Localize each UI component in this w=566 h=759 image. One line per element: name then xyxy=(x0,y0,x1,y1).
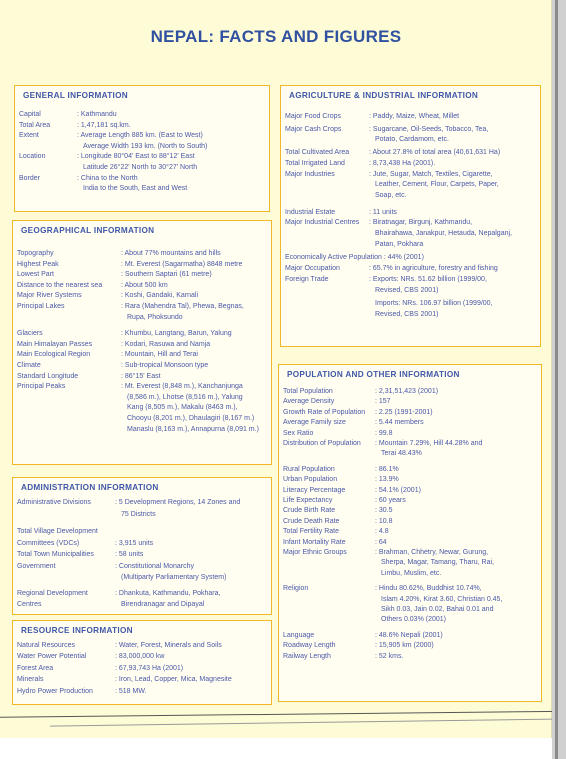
row-label: Total Town Municipalities xyxy=(17,551,94,558)
row-value: : Khumbu, Langtang, Barun, Yalung xyxy=(121,330,232,338)
row-label: Committees (VDCs) xyxy=(17,539,80,547)
row-value: : 11 units xyxy=(369,208,397,216)
row-value: : Exports: NRs. 51.62 billion (1999/00, xyxy=(369,275,487,283)
row-label: Hydro Power Production xyxy=(17,687,93,695)
geographical-information-box xyxy=(12,220,272,465)
row-value: : 2,31,51,423 (2001) xyxy=(375,388,439,395)
row-value: Leather, Cement, Flour, Carpets, Paper, xyxy=(375,181,499,189)
row-value: : Mt. Everest (8,848 m.), Kanchanjunga xyxy=(121,383,243,391)
row-label: Major Ethnic Groups xyxy=(283,549,347,556)
row-label: Main Ecological Region xyxy=(17,351,91,359)
row-value: : Water, Forest, Minerals and Soils xyxy=(115,642,222,649)
row-value: Patan, Pokhara xyxy=(375,240,424,248)
row-value: : Koshi, Gandaki, Karnali xyxy=(121,292,199,300)
row-label: Border xyxy=(19,174,41,182)
row-value: Birendranagar and Dipayal xyxy=(121,601,205,608)
row-value: (Multiparty Parliamentary System) xyxy=(121,574,227,581)
row-label: Major Industrial Centres xyxy=(285,219,360,227)
row-value: : 5 Development Regions, 14 Zones and xyxy=(115,499,241,506)
row-value: : About 77% mountains and hills xyxy=(121,250,221,257)
row-value: Latitude 26°22' North to 30°27' North xyxy=(83,164,198,171)
row-label: Principal Lakes xyxy=(17,303,65,310)
row-value: : About 500 km xyxy=(121,281,168,289)
row-value: Potato, Cardamom, etc. xyxy=(375,136,449,144)
row-label: Major Occupation xyxy=(285,265,340,273)
row-value: : 15,905 km (2000) xyxy=(375,642,434,650)
row-label: Main Himalayan Passes xyxy=(17,340,93,348)
row-label: Major River Systems xyxy=(17,292,82,300)
row-value: : 83,000,000 kw xyxy=(115,653,165,661)
row-value: : 3,915 units xyxy=(115,539,154,547)
agriculture-industrial-heading: AGRICULTURE & INDUSTRIAL INFORMATION xyxy=(289,91,479,100)
row-value: Average Width 193 km. (North to South) xyxy=(83,142,208,150)
row-label: Government xyxy=(17,562,56,570)
row-label: Standard Longitude xyxy=(17,372,79,380)
row-value: Soap, etc. xyxy=(375,191,407,199)
row-value: : 99.8 xyxy=(375,429,393,437)
row-label: Climate xyxy=(17,362,41,369)
row-value: Limbu, Muslim, etc. xyxy=(381,569,442,577)
row-value: : Mt. Everest (Sagarmatha) 8848 metre xyxy=(121,260,243,268)
row-label: Glaciers xyxy=(17,330,43,338)
row-value: : 518 MW. xyxy=(115,687,147,695)
row-label: Total Population xyxy=(283,388,333,395)
row-label: Minerals xyxy=(17,676,44,684)
row-label: Railway Length xyxy=(283,652,331,660)
row-value: India to the South, East and West xyxy=(83,185,188,193)
administration-information-heading: ADMINISTRATION INFORMATION xyxy=(21,483,159,492)
row-value: Rupa, Phoksundo xyxy=(127,313,183,321)
general-information-heading: GENERAL INFORMATION xyxy=(23,91,129,100)
row-value: : About 27.8% of total area (40,61,631 Ha) xyxy=(369,149,501,157)
row-value: Sherpa, Magar, Tamang, Tharu, Rai, xyxy=(381,559,494,567)
row-value: : 1,47,181 sq.km. xyxy=(77,121,131,129)
row-label: Major Food Crops xyxy=(285,113,342,120)
row-label: Major Cash Crops xyxy=(285,125,342,133)
row-value: : 52 kms. xyxy=(375,652,404,660)
row-value: Kang (8,505 m.), Makalu (8463 m.), xyxy=(127,404,238,412)
row-label: Total Area xyxy=(19,121,51,129)
row-value: Islam 4.20%, Kirat 3.60, Christian 0.45, xyxy=(381,595,503,603)
row-value: : Constitutional Monarchy xyxy=(115,562,194,570)
row-value: : 58 units xyxy=(115,551,144,558)
row-label: Life Expectancy xyxy=(283,497,333,504)
row-value: : Hindu 80.62%, Buddhist 10.74%, xyxy=(375,585,482,593)
row-value: : Longitude 80°04' East to 88°12' East xyxy=(77,153,195,161)
row-value: : 157 xyxy=(375,398,391,406)
row-value: : Sugarcane, Oil-Seeds, Tobacco, Tea, xyxy=(369,125,489,133)
row-value: : 30.5 xyxy=(375,507,393,515)
row-label: Growth Rate of Population xyxy=(283,408,366,416)
row-value: : 60 years xyxy=(375,497,406,504)
resource-information-box xyxy=(12,620,272,705)
row-label: Average Family size xyxy=(283,419,346,427)
row-value: (8,586 m.), Lhotse (8,516 m.), Yalung xyxy=(127,393,243,401)
row-label: Centres xyxy=(17,601,42,608)
row-label: Crude Birth Rate xyxy=(283,507,336,515)
row-label: Language xyxy=(283,631,315,639)
row-value: : 13.9% xyxy=(375,476,399,484)
row-label: Economically Active Population : 44% (2001) xyxy=(285,254,424,262)
row-label: Total Village Development xyxy=(17,528,98,535)
row-label: Natural Resources xyxy=(17,642,75,649)
agriculture-industrial-box xyxy=(280,85,541,347)
row-value: : 67,93,743 Ha (2001) xyxy=(115,664,184,672)
geographical-information-heading: GEOGRAPHICAL INFORMATION xyxy=(21,226,155,235)
row-value: : Kodari, Rasuwa and Namja xyxy=(121,340,211,348)
row-label: Regional Development xyxy=(17,589,88,597)
row-value: : 2.25 (1991-2001) xyxy=(375,408,433,416)
row-value: Bhairahawa, Janakpur, Hetauda, Nepalganj, xyxy=(375,230,512,237)
right-margin xyxy=(552,0,566,759)
row-value: : 10.8 xyxy=(375,517,393,525)
row-label: Forest Area xyxy=(17,664,54,672)
row-value: : Brahman, Chhetry, Newar, Gurung, xyxy=(375,549,489,556)
population-other-box xyxy=(278,364,542,702)
row-value: Revised, CBS 2001) xyxy=(375,286,439,294)
row-value: Revised, CBS 2001) xyxy=(375,310,439,318)
row-value: Manaslu (8,163 m.), Annapurna (8,091 m.) xyxy=(127,425,259,433)
row-label: Total Cultivated Area xyxy=(285,149,350,157)
row-value: Imports: NRs. 106.97 billion (1999/00, xyxy=(375,300,493,308)
row-value: Others 0.03% (2001) xyxy=(381,616,446,624)
row-value: : 65.7% in agriculture, forestry and fishing xyxy=(369,265,498,273)
row-label: Distribution of Population xyxy=(283,440,361,447)
row-value: : 8,73,438 Ha (2001). xyxy=(369,159,436,167)
row-label: Roadway Length xyxy=(283,642,336,650)
row-label: Urban Population xyxy=(283,476,338,484)
row-value: : 86°15' East xyxy=(121,372,161,380)
row-value: : Sub-tropical Monsoon type xyxy=(121,362,209,369)
row-value: : Jute, Sugar, Match, Textiles, Cigarette, xyxy=(369,170,493,178)
row-label: Administrative Divisions xyxy=(17,499,91,506)
row-value: : Biratnagar, Birgunj, Kathmandu, xyxy=(369,219,473,227)
administration-information-box xyxy=(12,477,272,615)
row-label: Average Density xyxy=(283,398,335,406)
row-label: Infant Mortality Rate xyxy=(283,538,346,546)
row-value: : 4.8 xyxy=(375,528,389,536)
row-label: Rural Population xyxy=(283,465,335,473)
row-value: : Mountain 7.29%, Hill 44.28% and xyxy=(375,440,483,447)
row-value: : Average Length 885 km. (East to West) xyxy=(77,132,203,140)
page-title: NEPAL: FACTS AND FIGURES xyxy=(150,27,402,46)
row-label: Total Fertility Rate xyxy=(283,528,340,536)
row-value: : 54.1% (2001) xyxy=(375,486,421,494)
row-label: Extent xyxy=(19,132,39,140)
row-value: : 86.1% xyxy=(375,465,399,473)
row-value: : Rara (Mahendra Tal), Phewa, Begnas, xyxy=(121,303,244,310)
row-value: : China to the North xyxy=(77,174,138,182)
row-label: Highest Peak xyxy=(17,260,59,268)
row-label: Location xyxy=(19,153,46,161)
row-value: : Mountain, Hill and Terai xyxy=(121,351,198,359)
row-label: Capital xyxy=(19,111,41,118)
resource-information-heading: RESOURCE INFORMATION xyxy=(21,626,133,635)
row-label: Literacy Percentage xyxy=(283,486,346,494)
row-label: Major Industries xyxy=(285,170,335,178)
row-value: : Southern Saptari (61 metre) xyxy=(121,271,212,279)
row-value: : Dhankuta, Kathmandu, Pokhara, xyxy=(115,589,221,597)
row-label: Foreign Trade xyxy=(285,275,329,283)
row-value: : 48.6% Nepali (2001) xyxy=(375,631,443,639)
row-value: Terai 48.43% xyxy=(381,450,422,458)
row-value: Chooyu (8,201 m.), Dhaulagiri (8,167 m.) xyxy=(127,415,255,422)
row-label: Distance to the nearest sea xyxy=(17,281,103,289)
row-label: Sex Ratio xyxy=(283,429,314,437)
row-label: Total Irrigated Land xyxy=(285,159,345,167)
row-value: Sikh 0.03, Jain 0.02, Bahai 0.01 and xyxy=(381,606,494,613)
row-value: : Paddy, Maize, Wheat, Millet xyxy=(369,113,460,120)
row-label: Industrial Estate xyxy=(285,208,336,216)
general-information-box xyxy=(14,85,270,212)
row-value: 75 Districts xyxy=(121,510,156,518)
row-label: Water Power Potential xyxy=(17,653,87,661)
row-value: : 64 xyxy=(375,538,387,546)
row-value: : Iron, Lead, Copper, Mica, Magnesite xyxy=(115,676,232,684)
row-label: Crude Death Rate xyxy=(283,517,340,525)
row-label: Topography xyxy=(17,250,54,257)
population-other-heading: POPULATION AND OTHER INFORMATION xyxy=(287,370,460,379)
row-label: Principal Peaks xyxy=(17,383,66,391)
row-label: Lowest Part xyxy=(17,271,54,279)
row-label: Religion xyxy=(283,585,309,593)
row-value: : 5.44 members xyxy=(375,419,424,427)
row-value: : Kathmandu xyxy=(77,111,117,118)
